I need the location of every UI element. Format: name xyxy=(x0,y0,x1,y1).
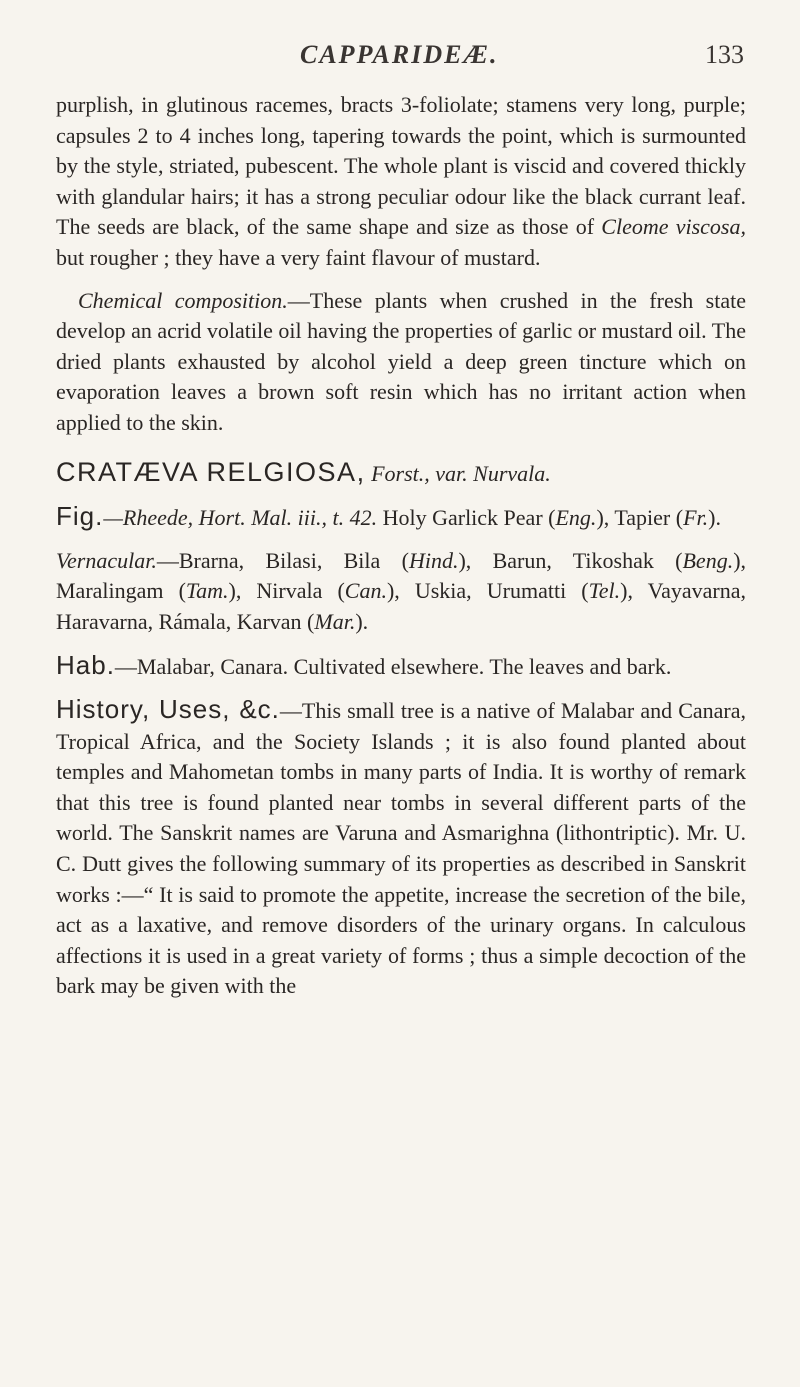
vernacular-text-3: ), Maralingam ( xyxy=(56,547,747,604)
running-header xyxy=(0,40,800,80)
chemical-heading: Chemical composition. xyxy=(78,287,288,313)
species-name: CRATÆVA RELGIOSA, xyxy=(56,456,366,487)
vernacular-text-6: ), Vayavarna, Haravarna, Rámala, Karvan ( xyxy=(56,578,746,634)
chemical-composition-paragraph xyxy=(56,286,746,439)
vernacular-tel: Tel. xyxy=(588,578,621,604)
vernacular-text-7: ). xyxy=(355,608,369,634)
vernacular-can: Can. xyxy=(344,578,387,604)
chemical-text: —These plants when crushed in the fresh state develop an acrid volatile oil having the properties of garlic or mustard oil. The dried plants exhausted by alcohol yield a deep green tincture which on evaporation leaves a brown soft resin which has no irritant action when applied to the skin. xyxy=(56,287,746,435)
vernacular-text-2: ), Barun, Tikoshak ( xyxy=(458,547,683,573)
description-paragraph xyxy=(56,90,746,274)
running-title: CAPPARIDEÆ. xyxy=(300,40,499,69)
vernacular-text-4: ), Nirvala ( xyxy=(228,578,345,604)
vernacular-text-1: —Brarna, Bilasi, Bila ( xyxy=(156,547,409,573)
description-text: purplish, in glutinous racemes, bracts 3-foliolate; stamens very long, purple; capsules 2 to 4 inches long, tapering towards the point, which is surmounted by the style, striated, pubescent. The whole plant is viscid and covered thickly with glandular hairs; it has a strong peculiar odour like the black currant leaf. The seeds are black, of the same shape and size as those of xyxy=(56,92,746,240)
species-italic: Cleome viscosa, xyxy=(601,214,746,240)
vernacular-beng: Beng. xyxy=(682,547,734,573)
vernacular-paragraph xyxy=(56,546,746,638)
vernacular-tam: Tam. xyxy=(185,578,229,604)
fig-paragraph xyxy=(56,501,746,534)
page-number: 133 xyxy=(705,40,744,69)
description-text-end: but rougher ; they have a very faint flavour of mustard. xyxy=(56,244,541,270)
vernacular-hind: Hind. xyxy=(408,547,459,573)
fig-text-1: Holy Garlick Pear ( xyxy=(377,505,556,531)
fig-reference: —Rheede, Hort. Mal. iii., t. 42. xyxy=(103,505,378,531)
history-label: History, Uses, &c. xyxy=(56,694,280,725)
vernacular-label: Vernacular. xyxy=(56,547,157,573)
fig-fr: Fr. xyxy=(683,505,709,531)
history-paragraph xyxy=(56,694,746,1002)
vernacular-text-5: ), Uskia, Urumatti ( xyxy=(386,578,589,604)
fig-label: Fig. xyxy=(56,501,104,532)
species-authority: Forst., var. Nurvala. xyxy=(365,460,551,486)
hab-text: —Malabar, Canara. Cultivated elsewhere. The leaves and bark. xyxy=(114,653,672,679)
fig-text-3: ). xyxy=(708,505,721,531)
page-body xyxy=(56,90,746,1002)
fig-eng: Eng. xyxy=(555,505,597,531)
species-heading xyxy=(56,457,746,490)
vernacular-mar: Mar. xyxy=(314,608,356,634)
habitat-paragraph xyxy=(56,650,746,683)
fig-text-2: ), Tapier ( xyxy=(596,505,684,531)
hab-label: Hab. xyxy=(56,649,115,680)
history-text: —This small tree is a native of Malabar and Canara, Tropical Africa, and the Society Islands ; it is also found planted about temples and Mahometan tombs in many parts of India. It is worthy of remark that this tree is found planted near tombs in several different parts of the world. The Sanskrit names are Varuna and Asmarighna (lithontriptic). Mr. U. C. Dutt gives the following summary of its properties as described in Sanskrit works :—“ It is said to promote the appetite, increase the secretion of the bile, act as a laxative, and remove disorders of the urinary organs. In calculous affections it is used in a great variety of forms ; thus a simple decoction of the bark may be given with the xyxy=(56,698,746,999)
